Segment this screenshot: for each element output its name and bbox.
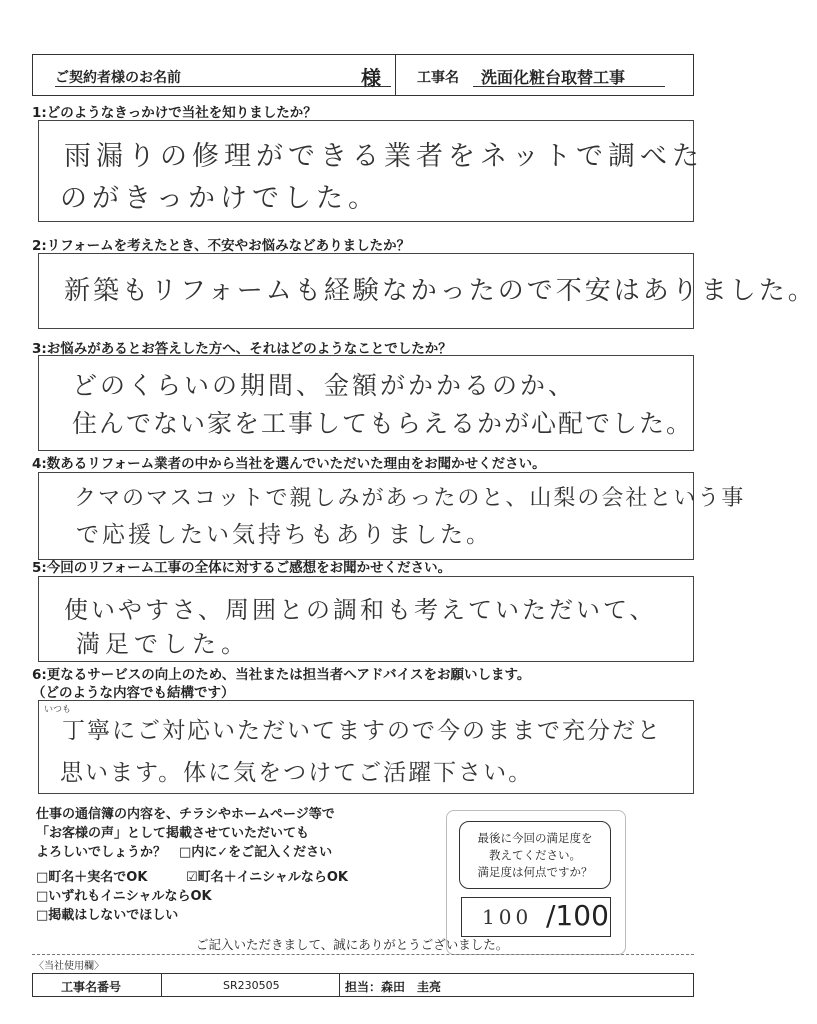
office-number-value: SR230505 bbox=[223, 979, 280, 992]
satisfaction-score: 100 bbox=[482, 905, 533, 929]
question-5: 5:今回のリフォーム工事の全体に対するご感想をお聞かせください。 bbox=[32, 560, 452, 576]
option-initial-with-town[interactable]: ☑町名＋イニシャルならOK bbox=[186, 870, 348, 885]
answer-2-line-1: 新築もリフォームも経験なかったので不安はありました。 bbox=[64, 276, 817, 306]
question-3: 3:お悩みがあるとお答えした方へ、それはどのようなことでしたか？ bbox=[32, 341, 452, 357]
option-do-not-publish[interactable]: □掲載はしないでほしい bbox=[36, 908, 179, 923]
answer-1-line-1: 雨漏りの修理ができる業者をネットで調べた bbox=[64, 141, 704, 172]
office-staff-label: 担当： bbox=[345, 980, 382, 994]
satisfaction-line-2: 教えてください。 bbox=[489, 848, 581, 862]
permission-line-1: 仕事の通信簿の内容を、チラシやホームページ等で bbox=[36, 807, 335, 822]
honorific: 様 bbox=[361, 66, 381, 90]
question-6: 6:更なるサービスの向上のため、当社または担当者へアドバイスをお願いします。 bbox=[32, 667, 531, 683]
question-6-sublabel: （どのような内容でも結構です） bbox=[32, 685, 235, 701]
answer-5-line-1: 使いやすさ、周囲との調和も考えていただいて、 bbox=[64, 596, 657, 624]
office-table bbox=[32, 973, 694, 997]
header-divider bbox=[395, 55, 396, 95]
question-2: 2:リフォームを考えたとき、不安やお悩みなどありましたか？ bbox=[32, 238, 411, 254]
answer-6-line-2: 思います。体に気をつけてご活躍下さい。 bbox=[60, 760, 534, 786]
satisfaction-question bbox=[459, 821, 611, 889]
project-name-value: 洗面化粧台取替工事 bbox=[481, 68, 626, 87]
header-box bbox=[32, 54, 694, 96]
option-real-name[interactable]: □町名＋実名でOK bbox=[36, 870, 148, 885]
satisfaction-max: /100 bbox=[546, 899, 609, 932]
answer-6-line-1: 丁寧にご対応いただいてますので今のままで充分だと bbox=[62, 718, 662, 744]
project-underline bbox=[473, 86, 665, 87]
project-name-label: 工事名 bbox=[417, 70, 459, 86]
satisfaction-score-box[interactable] bbox=[461, 897, 611, 937]
answer-3-line-2: 住んでない家を工事してもらえるかが心配でした。 bbox=[72, 409, 694, 438]
office-divider-1 bbox=[161, 974, 162, 996]
customer-name-label: ご契約者様のお名前 bbox=[55, 70, 181, 86]
dashed-separator bbox=[32, 954, 694, 955]
name-underline bbox=[55, 86, 391, 87]
office-staff-value: 森田 圭亮 bbox=[381, 980, 442, 994]
answer-5-line-2: 満足でした。 bbox=[76, 630, 250, 658]
satisfaction-panel bbox=[446, 810, 626, 955]
answer-3-line-1: どのくらいの期間、金額がかかるのか、 bbox=[72, 371, 577, 400]
answer-6-note: いつも bbox=[44, 705, 72, 715]
option-all-initials[interactable]: □いずれもイニシャルならOK bbox=[36, 889, 212, 904]
answer-4-line-2: で応援したい気持ちもありました。 bbox=[76, 522, 492, 548]
permission-line-3: よろしいでしょうか？ □内に✓をご記入ください bbox=[36, 845, 333, 860]
office-use-label: 〈当社使用欄〉 bbox=[34, 961, 104, 972]
office-number-label: 工事名番号 bbox=[61, 980, 122, 994]
question-4: 4:数あるリフォーム業者の中から当社を選んでいただいた理由をお聞かせください。 bbox=[32, 456, 546, 472]
office-divider-2 bbox=[339, 974, 340, 996]
permission-line-2: 「お客様の声」として掲載させていただいても bbox=[36, 826, 310, 841]
answer-4-line-1: クマのマスコットで親しみがあったのと、山梨の会社という事 bbox=[74, 486, 746, 511]
answer-1-line-2: のがきっかけでした。 bbox=[60, 183, 380, 214]
satisfaction-line-3: 満足度は何点ですか？ bbox=[477, 865, 593, 879]
question-1: 1:どのようなきっかけで当社を知りましたか？ bbox=[32, 105, 317, 121]
thanks-message: ご記入いただきまして、誠にありがとうございました。 bbox=[196, 937, 509, 952]
satisfaction-line-1: 最後に今回の満足度を bbox=[477, 831, 593, 845]
